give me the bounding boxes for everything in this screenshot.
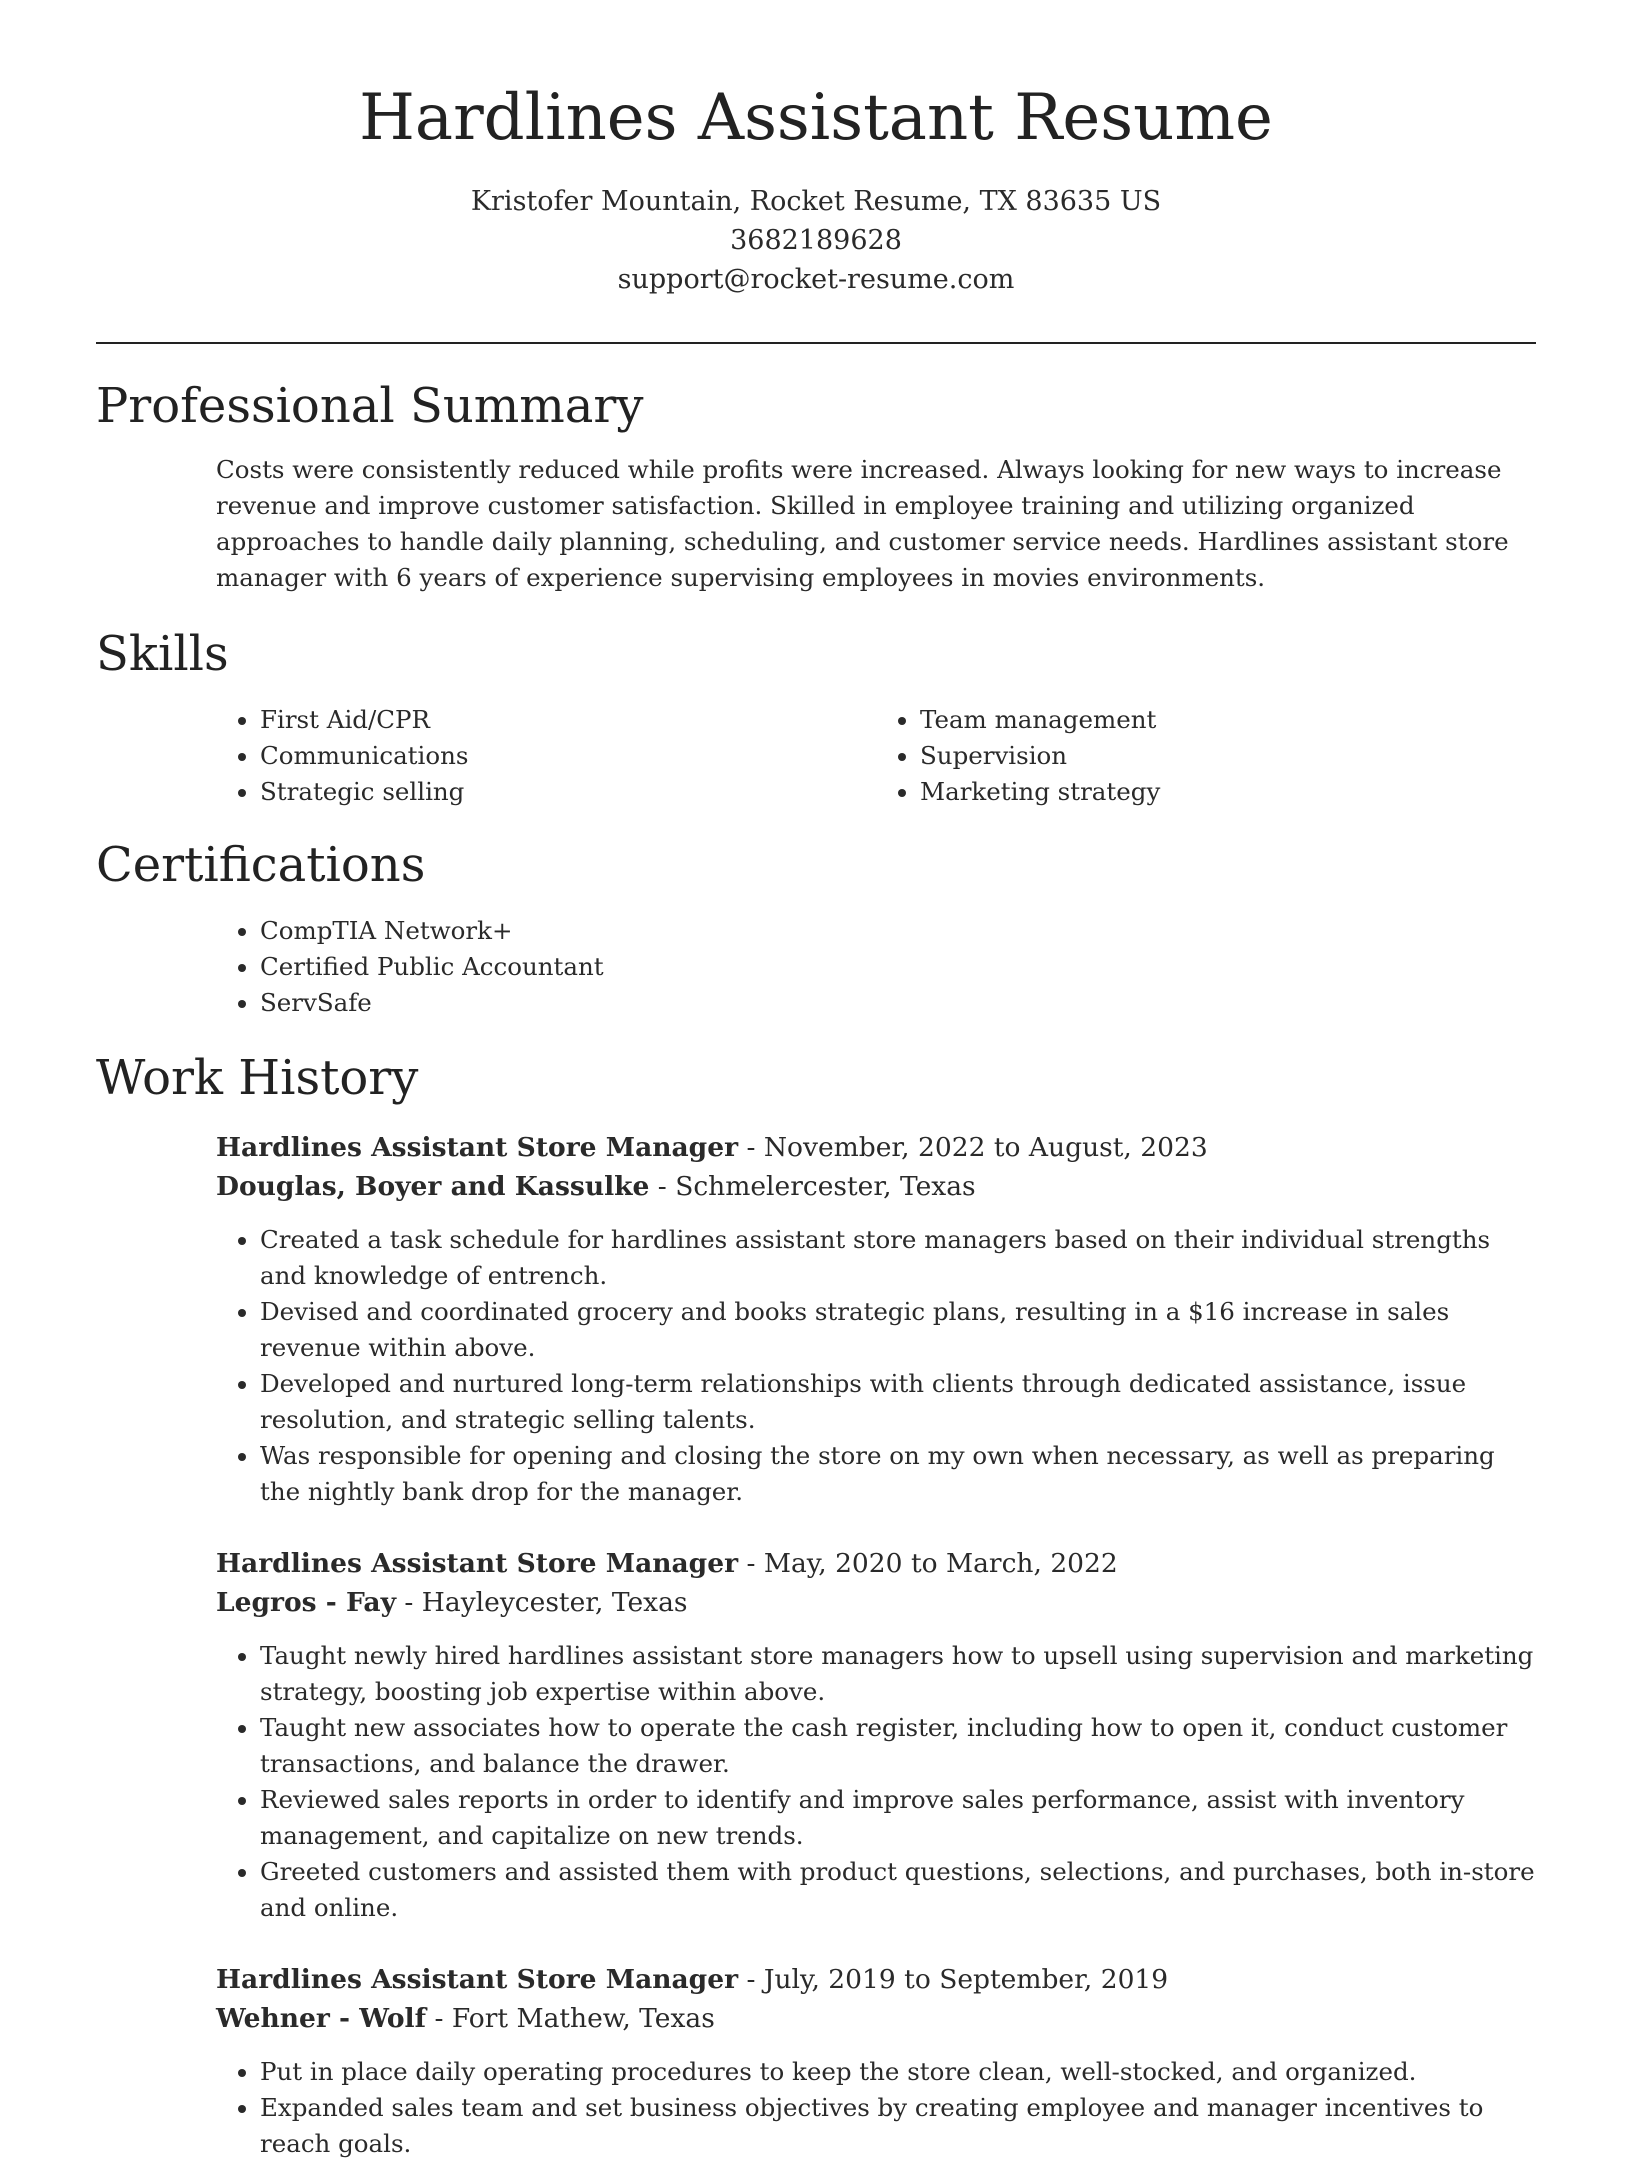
work-history-section bbox=[96, 1050, 1536, 2162]
job-dates: May, 2020 to March, 2022 bbox=[763, 1547, 1118, 1579]
skill-item: • Communications bbox=[260, 738, 876, 774]
contact-address: Kristofer Mountain, Rocket Resume, TX 83635 US bbox=[470, 185, 1162, 217]
job-location: Fort Mathew, Texas bbox=[451, 2002, 715, 2034]
skills-list-left bbox=[216, 702, 876, 810]
skills-list-right bbox=[876, 702, 1536, 810]
skill-item: • Strategic selling bbox=[260, 774, 876, 810]
skills-heading: Skills bbox=[96, 626, 229, 682]
skill-item: • Team management bbox=[920, 702, 1536, 738]
job-bullet: • Developed and nurtured long-term relationships with clients through dedicated assistance, issue resolution, and strategic selling talents. bbox=[260, 1366, 1536, 1438]
certifications-heading: Certifications bbox=[96, 837, 426, 893]
job-separator: - bbox=[426, 2002, 452, 2034]
job-bullet-list bbox=[216, 2054, 1536, 2162]
job-company-line bbox=[216, 1583, 1536, 1622]
job-bullet: • Created a task schedule for hardlines assistant store managers based on their individual strengths and knowledge of entrench. bbox=[260, 1222, 1536, 1294]
skills-grid bbox=[216, 702, 1536, 810]
certifications-section bbox=[96, 837, 1536, 1021]
job-entry bbox=[216, 1544, 1536, 1926]
job-title: Hardlines Assistant Store Manager bbox=[216, 1963, 739, 1995]
work-history-heading: Work History bbox=[96, 1050, 419, 1106]
job-separator: - bbox=[738, 1547, 764, 1579]
job-bullet: • Reviewed sales reports in order to identify and improve sales performance, assist with inventory management, and capitalize on new trends. bbox=[260, 1782, 1536, 1854]
job-dates: November, 2022 to August, 2023 bbox=[763, 1131, 1208, 1163]
certification-item: • Certified Public Accountant bbox=[260, 949, 1536, 985]
certification-item: • ServSafe bbox=[260, 985, 1536, 1021]
job-location: Hayleycester, Texas bbox=[421, 1586, 688, 1618]
job-dates: July, 2019 to September, 2019 bbox=[763, 1963, 1169, 1995]
job-title-line bbox=[216, 1544, 1536, 1583]
contact-phone: 3682189628 bbox=[730, 224, 902, 256]
job-title-line bbox=[216, 1128, 1536, 1167]
job-bullet: • Greeted customers and assisted them with product questions, selections, and purchases, both in-store and online. bbox=[260, 1854, 1536, 1926]
job-separator: - bbox=[395, 1586, 422, 1618]
job-bullet-list bbox=[216, 1222, 1536, 1510]
contact-block bbox=[0, 182, 1632, 299]
skill-item: • Supervision bbox=[920, 738, 1536, 774]
job-bullet: • Taught new associates how to operate the cash register, including how to open it, conduct customer transactions, and balance the drawer. bbox=[260, 1710, 1536, 1782]
job-company-line bbox=[216, 1999, 1536, 2038]
job-bullet: • Expanded sales team and set business objectives by creating employee and manager incentives to reach goals. bbox=[260, 2090, 1536, 2162]
job-company-line bbox=[216, 1167, 1536, 1206]
job-bullet: • Was responsible for opening and closing the store on my own when necessary, as well as preparing the nightly bank drop for the manager. bbox=[260, 1438, 1536, 1510]
resume-title: Hardlines Assistant Resume bbox=[359, 81, 1273, 155]
job-bullet: • Taught newly hired hardlines assistant store managers how to upsell using supervision and marketing strategy, boosting job expertise within above. bbox=[260, 1638, 1536, 1710]
job-bullet: • Put in place daily operating procedures to keep the store clean, well-stocked, and organized. bbox=[260, 2054, 1536, 2090]
job-company: Wehner - Wolf bbox=[216, 2002, 427, 2034]
skill-item: • First Aid/CPR bbox=[260, 702, 876, 738]
certification-item: • CompTIA Network+ bbox=[260, 913, 1536, 949]
skills-section bbox=[96, 626, 1536, 810]
summary-heading: Professional Summary bbox=[96, 378, 644, 434]
job-bullet: • Devised and coordinated grocery and books strategic plans, resulting in a $16 increase in sales revenue within above. bbox=[260, 1294, 1536, 1366]
job-separator: - bbox=[738, 1963, 764, 1995]
certifications-list-wrap bbox=[216, 913, 1536, 1021]
job-entry bbox=[216, 1960, 1536, 2162]
job-entry bbox=[216, 1128, 1536, 1510]
job-title: Hardlines Assistant Store Manager bbox=[216, 1547, 739, 1579]
job-title-line bbox=[216, 1960, 1536, 1999]
header-divider bbox=[96, 342, 1536, 344]
job-title: Hardlines Assistant Store Manager bbox=[216, 1131, 739, 1163]
job-company: Legros - Fay bbox=[216, 1586, 396, 1618]
job-separator: - bbox=[738, 1131, 764, 1163]
summary-text: Costs were consistently reduced while profits were increased. Always looking for new ways to increase revenue and improve customer satisfaction. Skilled in employee training and utilizing organized approaches to handle daily planning, scheduling, and customer service needs. Hardlines assistant store manager with 6 years of experience supervising employees in movies environments. bbox=[216, 454, 1509, 592]
job-separator: - bbox=[649, 1170, 676, 1202]
skill-item: • Marketing strategy bbox=[920, 774, 1536, 810]
certifications-list bbox=[216, 913, 1536, 1021]
resume-header bbox=[0, 0, 1632, 299]
job-location: Schmelercester, Texas bbox=[675, 1170, 976, 1202]
job-company: Douglas, Boyer and Kassulke bbox=[216, 1170, 650, 1202]
summary-section bbox=[96, 378, 1536, 596]
job-bullet-list bbox=[216, 1638, 1536, 1926]
contact-email: support@rocket-resume.com bbox=[617, 263, 1015, 295]
